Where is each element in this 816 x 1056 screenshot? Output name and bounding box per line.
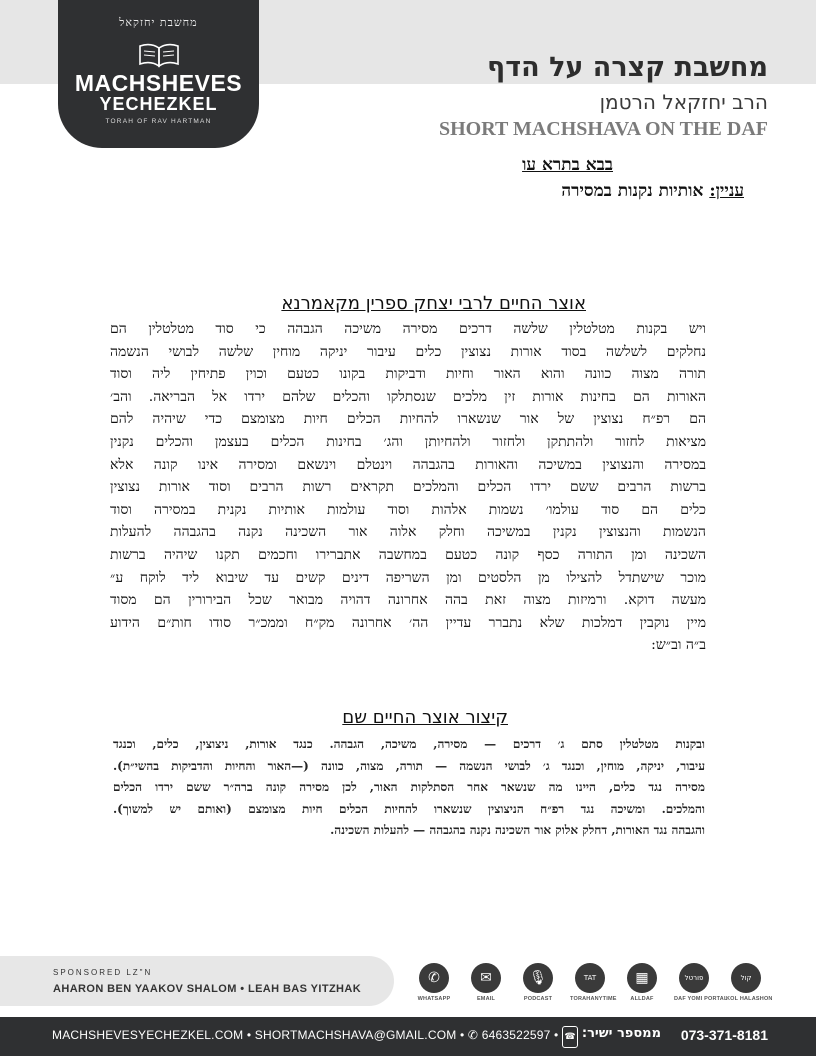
direct-number-label: ממספר ישיר: — [581, 1026, 661, 1041]
kol-halashon-link[interactable] — [726, 963, 773, 1002]
text-line: האורות הם בחינות אורות זין מלכים שנסתלקו והכלים שלהם ירדו אל הבריאה. והב׳ — [110, 388, 706, 405]
text-line: מיין נוקבין דמלכות שלא נתברר עדיין הה׳ אחרונה מק״ח וממכ״ר סודו חות״ם הידוע — [110, 614, 706, 631]
logo-name-line2: YECHEZKEL — [99, 94, 218, 114]
text-line: הם רפ״ח נצוצין של אור שנשארו להחיות הכלים חיות מצומצם כדי שיהיה להם — [110, 411, 706, 428]
podcast-link[interactable] — [518, 963, 558, 1002]
whatsapp-link[interactable] — [414, 963, 454, 1002]
torahanytime-link[interactable] — [570, 963, 617, 1002]
logo-hebrew: מחשבת יחזקאל — [119, 16, 198, 29]
footer-contact: MACHSHEVESYECHEZKEL.COM • SHORTMACHSHAVA@GMAIL.COM • ✆ 6463522597 • — [52, 1028, 559, 1042]
email-icon: ✉ — [471, 963, 501, 993]
topic-label: עניין: — [709, 181, 744, 201]
sponsor-label: SPONSORED LZ"N — [53, 968, 153, 977]
text-line: ויש בקנות מטלטלין שלשה דרכים מסירה משיכה הגבהה כי סוד מטלטלין הם — [110, 321, 706, 337]
text-line: עיבור, יניקה, מוחין, וכנגד ג׳ לבושי הנשמה — תורה, מצוה, כוונה (—האור והחיות והדביקות בהשי״ת). — [113, 758, 705, 773]
link-label: TORAHANYTIME — [570, 996, 617, 1002]
topic-line — [561, 181, 744, 201]
link-label: WHATSAPP — [417, 996, 451, 1002]
text-line: ברשות הרבים ששם ירדו הכלים והמלכים תקראים רשות הרבים וסוד אורות נצוצין — [110, 479, 706, 496]
logo — [58, 0, 259, 148]
text-line: והגבהה נגד האורות, דחלק אלוק אור השכינה נקנה בהגבהה — להעלות השכינה. — [330, 823, 705, 838]
sponsor-names: AHARON BEN YAAKOV SHALOM • LEAH BAS YITZHAK — [53, 983, 362, 995]
alldaf-link[interactable] — [622, 963, 662, 1002]
text-line: מעשה דוקא. ורמיזות מצוה זאת בהה אחרונה דהויה מבואר שכל הבירורין הם מסוד — [110, 592, 706, 609]
masechet-daf: בבא בתרא עו — [522, 155, 613, 175]
text-line: כלים הם סוד עולמו׳ נשמות אלהות וסוד עולמות אותיות נקנית במסירה וסוד — [110, 501, 706, 518]
torahanytime-icon: TAT — [575, 963, 605, 993]
topic-text: אותיות נקנות במסירה — [561, 181, 704, 201]
text-line: מציאות לחזור ולהתתקן ולחזור ולהחיותן והג׳ בחינות הכלים בעצמן והכלים נקנין — [110, 433, 706, 450]
link-label: KOL HALASHON — [726, 996, 773, 1002]
section2-body — [113, 734, 705, 842]
text-line: הנשמות והנצוצין נקנין במשיכה וחלק אלוה אור השכינה נקנה בהגבהה להעלות — [110, 524, 706, 541]
text-line: מוכר שישתדל להצילו מן הלסטים ומן השריפה דינים קשים עד שיבוא ליד לוקח ע״ — [110, 569, 706, 586]
logo-tagline: TORAH OF RAV HARTMAN — [105, 118, 212, 125]
daf-yomi-portal-icon: פורטל — [679, 963, 709, 993]
section1-title: אוצר החיים לרבי יצחק ספרין מקאמרנא — [281, 293, 586, 314]
sponsor-banner — [0, 956, 394, 1006]
link-label: PODCAST — [523, 996, 553, 1002]
english-title: SHORT MACHSHAVA ON THE DAF — [438, 118, 768, 140]
footer — [0, 1017, 816, 1056]
section1-body — [110, 318, 706, 657]
section2-title: קיצור אוצר החיים שם — [342, 707, 508, 728]
daf-yomi-portal-link[interactable] — [674, 963, 728, 1002]
whatsapp-icon: ✆ — [419, 963, 449, 993]
kol-halashon-icon: קול — [731, 963, 761, 993]
open-book-icon — [138, 40, 180, 68]
direct-number: 073-371-8181 — [680, 1027, 768, 1043]
link-label: ALLDAF — [630, 996, 654, 1002]
phone-icon: ☎ — [562, 1026, 578, 1048]
email-link[interactable] — [466, 963, 506, 1002]
text-line: והמלכים. ומשיכה נגד רפ״ח הניצוצין שנשארו להחיות הכלים חיות מצומצם (ואותם יש למשוך). — [113, 801, 705, 816]
page-title: מחשבת קצרה על הדף — [487, 52, 768, 83]
logo-name-line1: MACHSHEVES — [74, 70, 243, 96]
text-line: מסירה נגד כלים, היינו מה שנשאר אחר הסתלקות האור, לכן מסירה קונה ברה״ר ששם ירדו הכלים — [113, 780, 705, 795]
links-bar — [414, 963, 784, 1005]
text-line: תורה מצוה כוונה והוא האור וחיות ודביקות בקונו כטעם וכוין פתיחין ליה וסוד — [110, 366, 706, 383]
text-line: נחלקים לשלשה בסוד אורות נצוצין כלים עיבור יניקה מוחין שלשה לבושי הנשמה — [110, 343, 706, 360]
text-line: ב״ה וב״ש: — [651, 637, 706, 654]
text-line: השכינה ומן התורה כסף קונה כטעם במחשבה אתברירו וחכמים תקנו שיהיה ברשות — [110, 546, 706, 563]
alldaf-icon: ▦ — [627, 963, 657, 993]
text-line: במסירה והנצוצין במשיכה והאורות בהגבהה וינטלם וינשאם ומסירה אינו קונה אלא — [110, 456, 706, 473]
author: הרב יחזקאל הרטמן — [599, 90, 768, 114]
link-label: EMAIL — [476, 996, 496, 1002]
podcast-icon: 🎙 — [523, 963, 553, 993]
text-line: ובקנות מטלטלין סתם ג׳ דרכים — מסירה, משיכה, הגבהה. כנגד אורות, ניצוצין, כלים, וכנגד — [113, 737, 705, 751]
link-label: DAF YOMI PORTAL — [674, 996, 728, 1002]
